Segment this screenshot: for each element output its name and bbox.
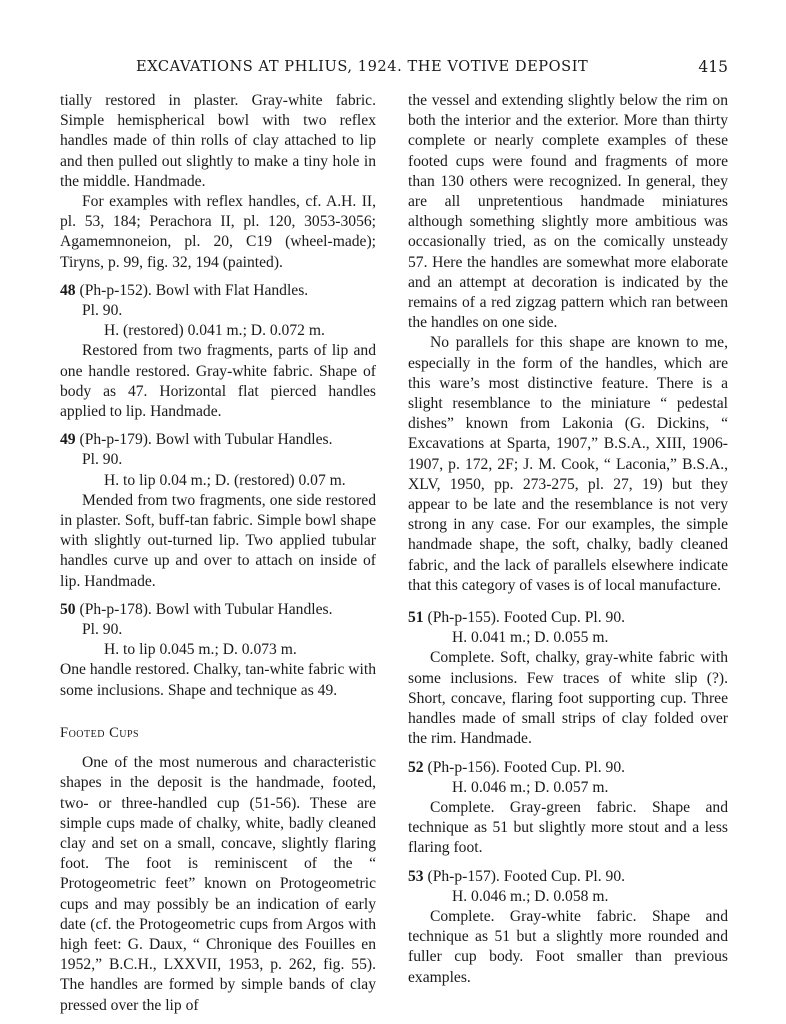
entry-dimensions: H. 0.046 m.; D. 0.058 m. xyxy=(452,887,609,905)
parallels-paragraph: No parallels for this shape are known to me, especially in the form of the handles, which are this ware’s most distinctive feature. There is a slight resemblance to the miniature “ pedestal dishes” known from Lakonia (G. Dickins, “ Excavations at Sparta, 1907,” B.S.A., XIII, 1906-1907, p. 172, 2F; J. M. Cook, “ Laconia,” B.S.A., XLV, 1950, pp. 273-275, pl. 27, 19) but they appear to be late and the resemblance is not very strong in any case. For our examples, the simple handmade shape, the soft, chalky, badly cleaned fabric, and the lack of parallels elsewhere indicate that this category of vases is of local manufacture. xyxy=(408,334,728,594)
entry-heading xyxy=(408,867,728,887)
entry-heading xyxy=(408,758,728,778)
catalogue-entry-49 xyxy=(60,430,376,592)
section-intro-paragraph: One of the most numerous and characteristic shapes in the deposit is the handmade, footed, two- or three-handled cup (51-56). These are simple cups made of chalky, white, badly cleaned clay and set on a small, concave, slightly flaring foot. The foot is reminiscent of the “ Protogeometric feet” known on Protogeometric cups and may possibly be an indication of early date (cf. the Protogeometric cups from Argos with high feet: G. Daux, “ Chronique des Fouilles en 1952,” B.C.H., LXXVII, 1953, p. 262, fig. 55). The handles are formed by simple bands of clay pressed over the lip of xyxy=(60,754,376,1014)
left-column xyxy=(60,91,376,1016)
entry-dimensions: H. (restored) 0.041 m.; D. 0.072 m. xyxy=(104,322,325,340)
catalogue-entry-48 xyxy=(60,281,376,422)
page-number: 415 xyxy=(698,58,728,76)
continued-paragraph: the vessel and extending slightly below the rim on both the interior and the exterior. More than thirty complete or nearly complete examples of these footed cups were found and fragments of more than 130 others were recognized. In general, they are all unpretentious handmade miniatures although something slightly more ambitious was occasionally tried, as on the comically unsteady 57. Here the handles are somewhat more elaborate and an attempt at decoration is indicated by the remains of a red zigzag pattern which ran between the handles on one side. xyxy=(408,92,728,332)
catalogue-entry-53 xyxy=(408,867,728,988)
entry-description: Restored from two fragments, parts of lip and one handle restored. Gray-white fabric. Shape of body as 47. Horizontal flat pierced handles applied to lip. Handmade. xyxy=(60,342,376,421)
entry-description: Complete. Gray-green fabric. Shape and technique as 51 but slightly more stout and a less flaring foot. xyxy=(408,798,728,857)
entry-number: 53 xyxy=(408,867,424,885)
entry-title: (Ph-p-156). Footed Cup. Pl. 90. xyxy=(427,758,626,776)
right-column xyxy=(408,91,728,988)
entry-plate: Pl. 90. xyxy=(82,621,123,639)
catalogue-entry-50 xyxy=(60,600,376,701)
entry-number: 51 xyxy=(408,609,424,627)
entry-dimensions: H. to lip 0.04 m.; D. (restored) 0.07 m. xyxy=(104,471,346,489)
entry-heading xyxy=(408,608,728,628)
opening-paragraph: tially restored in plaster. Gray-white fabric. Simple hemispherical bowl with two reflex handles made of thin rolls of clay attached to lip and then pulled out slightly to make a tiny hole in the middle. Handmade. xyxy=(60,92,376,190)
catalogue-entry-52 xyxy=(408,758,728,859)
catalogue-entry-51 xyxy=(408,608,728,749)
entry-number: 49 xyxy=(60,431,76,449)
section-heading: Footed Cups xyxy=(60,724,140,741)
entry-title: (Ph-p-155). Footed Cup. Pl. 90. xyxy=(427,609,626,627)
running-title: EXCAVATIONS AT PHLIUS, 1924. THE VOTIVE DEPOSIT xyxy=(136,58,589,75)
entry-heading xyxy=(60,281,376,301)
entry-number: 48 xyxy=(60,281,76,299)
entry-number: 52 xyxy=(408,758,424,776)
entry-title: (Ph-p-157). Footed Cup. Pl. 90. xyxy=(427,867,626,885)
entry-plate: Pl. 90. xyxy=(82,302,123,320)
entry-title: (Ph-p-152). Bowl with Flat Handles. xyxy=(79,281,309,299)
entry-description: Complete. Gray-white fabric. Shape and technique as 51 but a slightly more rounded and fuller cup body. Foot smaller than previous examples. xyxy=(408,907,728,986)
entry-description: Mended from two fragments, one side restored in plaster. Soft, buff-tan fabric. Simple bowl shape with slightly out-turned lip. Two applied tubular handles curve up and over to attach on inside of lip. Handmade. xyxy=(60,491,376,590)
entry-plate: Pl. 90. xyxy=(82,451,123,469)
running-header xyxy=(60,58,728,82)
entry-title: (Ph-p-178). Bowl with Tubular Handles. xyxy=(79,600,333,618)
entry-dimensions: H. 0.046 m.; D. 0.057 m. xyxy=(452,778,609,796)
entry-title: (Ph-p-179). Bowl with Tubular Handles. xyxy=(79,431,333,449)
entry-description: One handle restored. Chalky, tan-white fabric with some inclusions. Shape and technique as 49. xyxy=(60,661,376,699)
entry-dimensions: H. to lip 0.045 m.; D. 0.073 m. xyxy=(104,641,297,659)
entry-dimensions: H. 0.041 m.; D. 0.055 m. xyxy=(452,629,609,647)
entry-description: Complete. Soft, chalky, gray-white fabric with some inclusions. Few traces of white slip (?). Short, concave, flaring foot supporting cup. Three handles made of small strips of clay folded over the rim. Handmade. xyxy=(408,649,728,748)
entry-heading xyxy=(60,600,376,620)
entry-number: 50 xyxy=(60,600,76,618)
comparanda-paragraph: For examples with reflex handles, cf. A.H. II, pl. 53, 184; Perachora II, pl. 120, 3053-3056; Agamemnoneion, pl. 20, C19 (wheel-made); Tiryns, p. 99, fig. 32, 194 (painted). xyxy=(60,193,376,271)
entry-heading xyxy=(60,430,376,450)
